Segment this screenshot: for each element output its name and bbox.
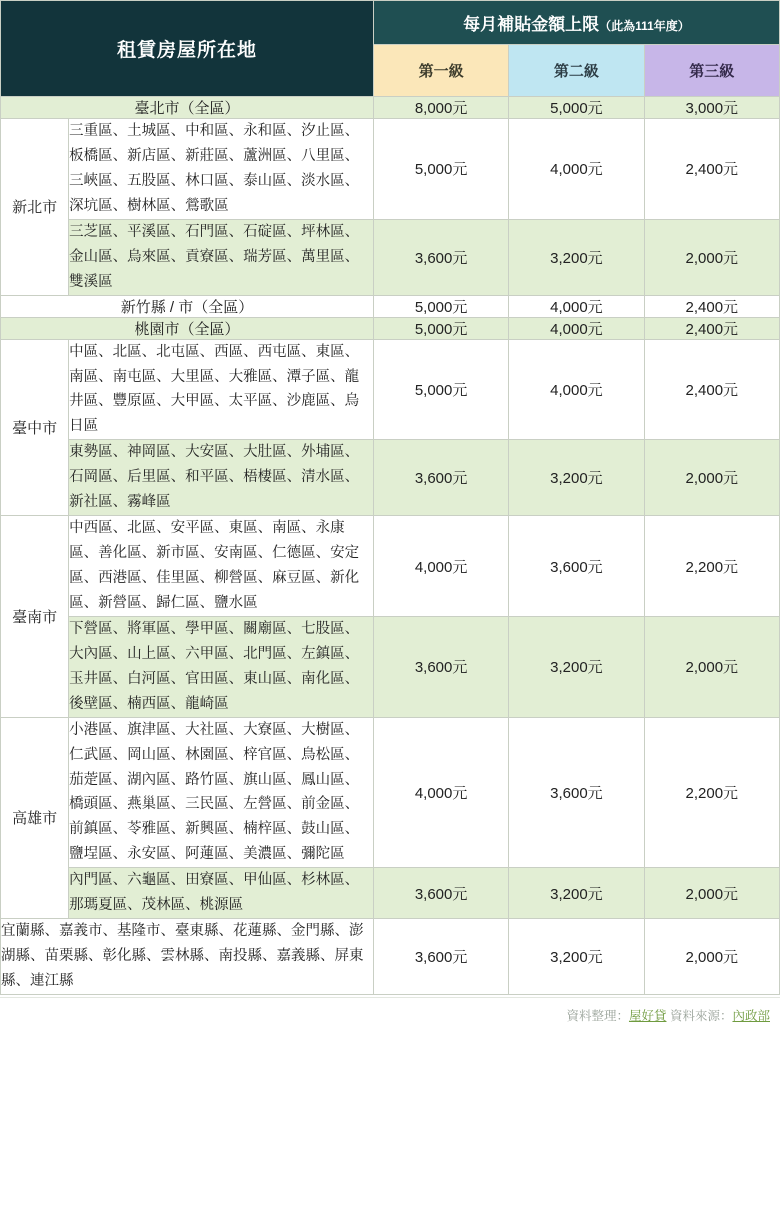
row-amount-level3: 2,400元 — [644, 295, 779, 317]
row-amount-level3: 2,000元 — [644, 868, 779, 919]
row-amount-level3: 2,000元 — [644, 440, 779, 516]
table-row — [1, 97, 780, 119]
footer-source-link[interactable]: 內政部 — [732, 1008, 770, 1023]
row-districts: 中西區、北區、安平區、東區、南區、永康區、善化區、新市區、安南區、仁德區、安定區、西港區、佳里區、柳營區、麻豆區、新化區、新營區、歸仁區、鹽水區 — [69, 516, 374, 617]
table-row — [1, 616, 780, 717]
row-districts: 三重區、土城區、中和區、永和區、汐止區、板橋區、新店區、新莊區、蘆洲區、八里區、三峽區、五股區、林口區、泰山區、淡水區、深坑區、樹林區、鶯歌區 — [69, 119, 374, 220]
row-city: 新北市 — [1, 119, 69, 296]
header-subsidy — [373, 1, 779, 45]
table-row — [1, 717, 780, 868]
row-city: 高雄市 — [1, 717, 69, 919]
row-amount-level1: 3,600元 — [373, 616, 508, 717]
table-row — [1, 317, 780, 339]
row-districts: 桃園市（全區） — [1, 317, 374, 339]
row-amount-level3: 2,400元 — [644, 339, 779, 440]
row-districts: 內門區、六龜區、田寮區、甲仙區、杉林區、那瑪夏區、茂林區、桃源區 — [69, 868, 374, 919]
table-row — [1, 295, 780, 317]
row-amount-level1: 5,000元 — [373, 339, 508, 440]
row-amount-level1: 3,600元 — [373, 440, 508, 516]
row-amount-level2: 4,000元 — [509, 295, 644, 317]
footer-editor-label: 資料整理： — [566, 1008, 629, 1023]
row-amount-level1: 4,000元 — [373, 516, 508, 617]
row-amount-level2: 3,600元 — [509, 516, 644, 617]
row-districts: 宜蘭縣、嘉義市、基隆市、臺東縣、花蓮縣、金門縣、澎湖縣、苗栗縣、彰化縣、雲林縣、南投縣、嘉義縣、屏東縣、連江縣 — [1, 919, 374, 995]
table-row — [1, 219, 780, 295]
row-amount-level1: 8,000元 — [373, 97, 508, 119]
row-amount-level2: 4,000元 — [509, 119, 644, 220]
row-amount-level2: 4,000元 — [509, 317, 644, 339]
row-amount-level1: 5,000元 — [373, 295, 508, 317]
table-body — [1, 97, 780, 995]
row-amount-level1: 4,000元 — [373, 717, 508, 868]
row-amount-level3: 2,000元 — [644, 616, 779, 717]
row-amount-level2: 5,000元 — [509, 97, 644, 119]
row-districts: 三芝區、平溪區、石門區、石碇區、坪林區、金山區、烏來區、貢寮區、瑞芳區、萬里區、雙溪區 — [69, 219, 374, 295]
row-amount-level1: 3,600元 — [373, 868, 508, 919]
row-districts: 下營區、將軍區、學甲區、關廟區、七股區、大內區、山上區、六甲區、北門區、左鎮區、玉井區、白河區、官田區、東山區、南化區、後壁區、楠西區、龍崎區 — [69, 616, 374, 717]
row-districts: 臺北市（全區） — [1, 97, 374, 119]
header-level-1: 第一級 — [373, 45, 508, 97]
header-level-3: 第三級 — [644, 45, 779, 97]
row-amount-level3: 2,200元 — [644, 516, 779, 617]
row-amount-level2: 3,200元 — [509, 919, 644, 995]
row-amount-level3: 2,400元 — [644, 317, 779, 339]
footer-source-label: 資料來源： — [669, 1008, 733, 1023]
row-amount-level1: 5,000元 — [373, 119, 508, 220]
header-subsidy-note: （此為111年度） — [599, 19, 690, 33]
row-districts: 小港區、旗津區、大社區、大寮區、大樹區、仁武區、岡山區、林園區、梓官區、鳥松區、茄萣區、湖內區、路竹區、旗山區、鳳山區、橋頭區、燕巢區、三民區、左營區、前金區、前鎮區、苓雅區、新興區、楠梓區、鼓山區、鹽埕區、永安區、阿蓮區、美濃區、彌陀區 — [69, 717, 374, 868]
row-amount-level3: 2,200元 — [644, 717, 779, 868]
footer-editor-link[interactable]: 屋好貸 — [628, 1008, 667, 1023]
table-row — [1, 868, 780, 919]
row-amount-level3: 2,000元 — [644, 919, 779, 995]
row-amount-level1: 5,000元 — [373, 317, 508, 339]
table-row — [1, 516, 780, 617]
row-amount-level2: 3,200元 — [509, 219, 644, 295]
header-subsidy-label: 每月補貼金額上限 — [463, 15, 600, 34]
row-amount-level1: 3,600元 — [373, 219, 508, 295]
row-amount-level2: 3,200元 — [509, 868, 644, 919]
header-location: 租賃房屋所在地 — [1, 1, 374, 97]
table-row — [1, 440, 780, 516]
row-amount-level2: 3,200元 — [509, 440, 644, 516]
header-level-2: 第二級 — [509, 45, 644, 97]
row-amount-level2: 3,600元 — [509, 717, 644, 868]
row-districts: 新竹縣 / 市（全區） — [1, 295, 374, 317]
row-amount-level3: 3,000元 — [644, 97, 779, 119]
table-row — [1, 339, 780, 440]
row-amount-level2: 3,200元 — [509, 616, 644, 717]
row-amount-level3: 2,000元 — [644, 219, 779, 295]
row-amount-level3: 2,400元 — [644, 119, 779, 220]
table-row — [1, 919, 780, 995]
footer-credits — [0, 997, 780, 1034]
row-districts: 中區、北區、北屯區、西區、西屯區、東區、南區、南屯區、大里區、大雅區、潭子區、龍井區、豐原區、大甲區、太平區、沙鹿區、烏日區 — [69, 339, 374, 440]
row-city: 臺南市 — [1, 516, 69, 718]
table-row — [1, 119, 780, 220]
table-header — [1, 1, 780, 97]
row-amount-level2: 4,000元 — [509, 339, 644, 440]
row-amount-level1: 3,600元 — [373, 919, 508, 995]
row-city: 臺中市 — [1, 339, 69, 516]
row-districts: 東勢區、神岡區、大安區、大肚區、外埔區、石岡區、后里區、和平區、梧棲區、清水區、新社區、霧峰區 — [69, 440, 374, 516]
